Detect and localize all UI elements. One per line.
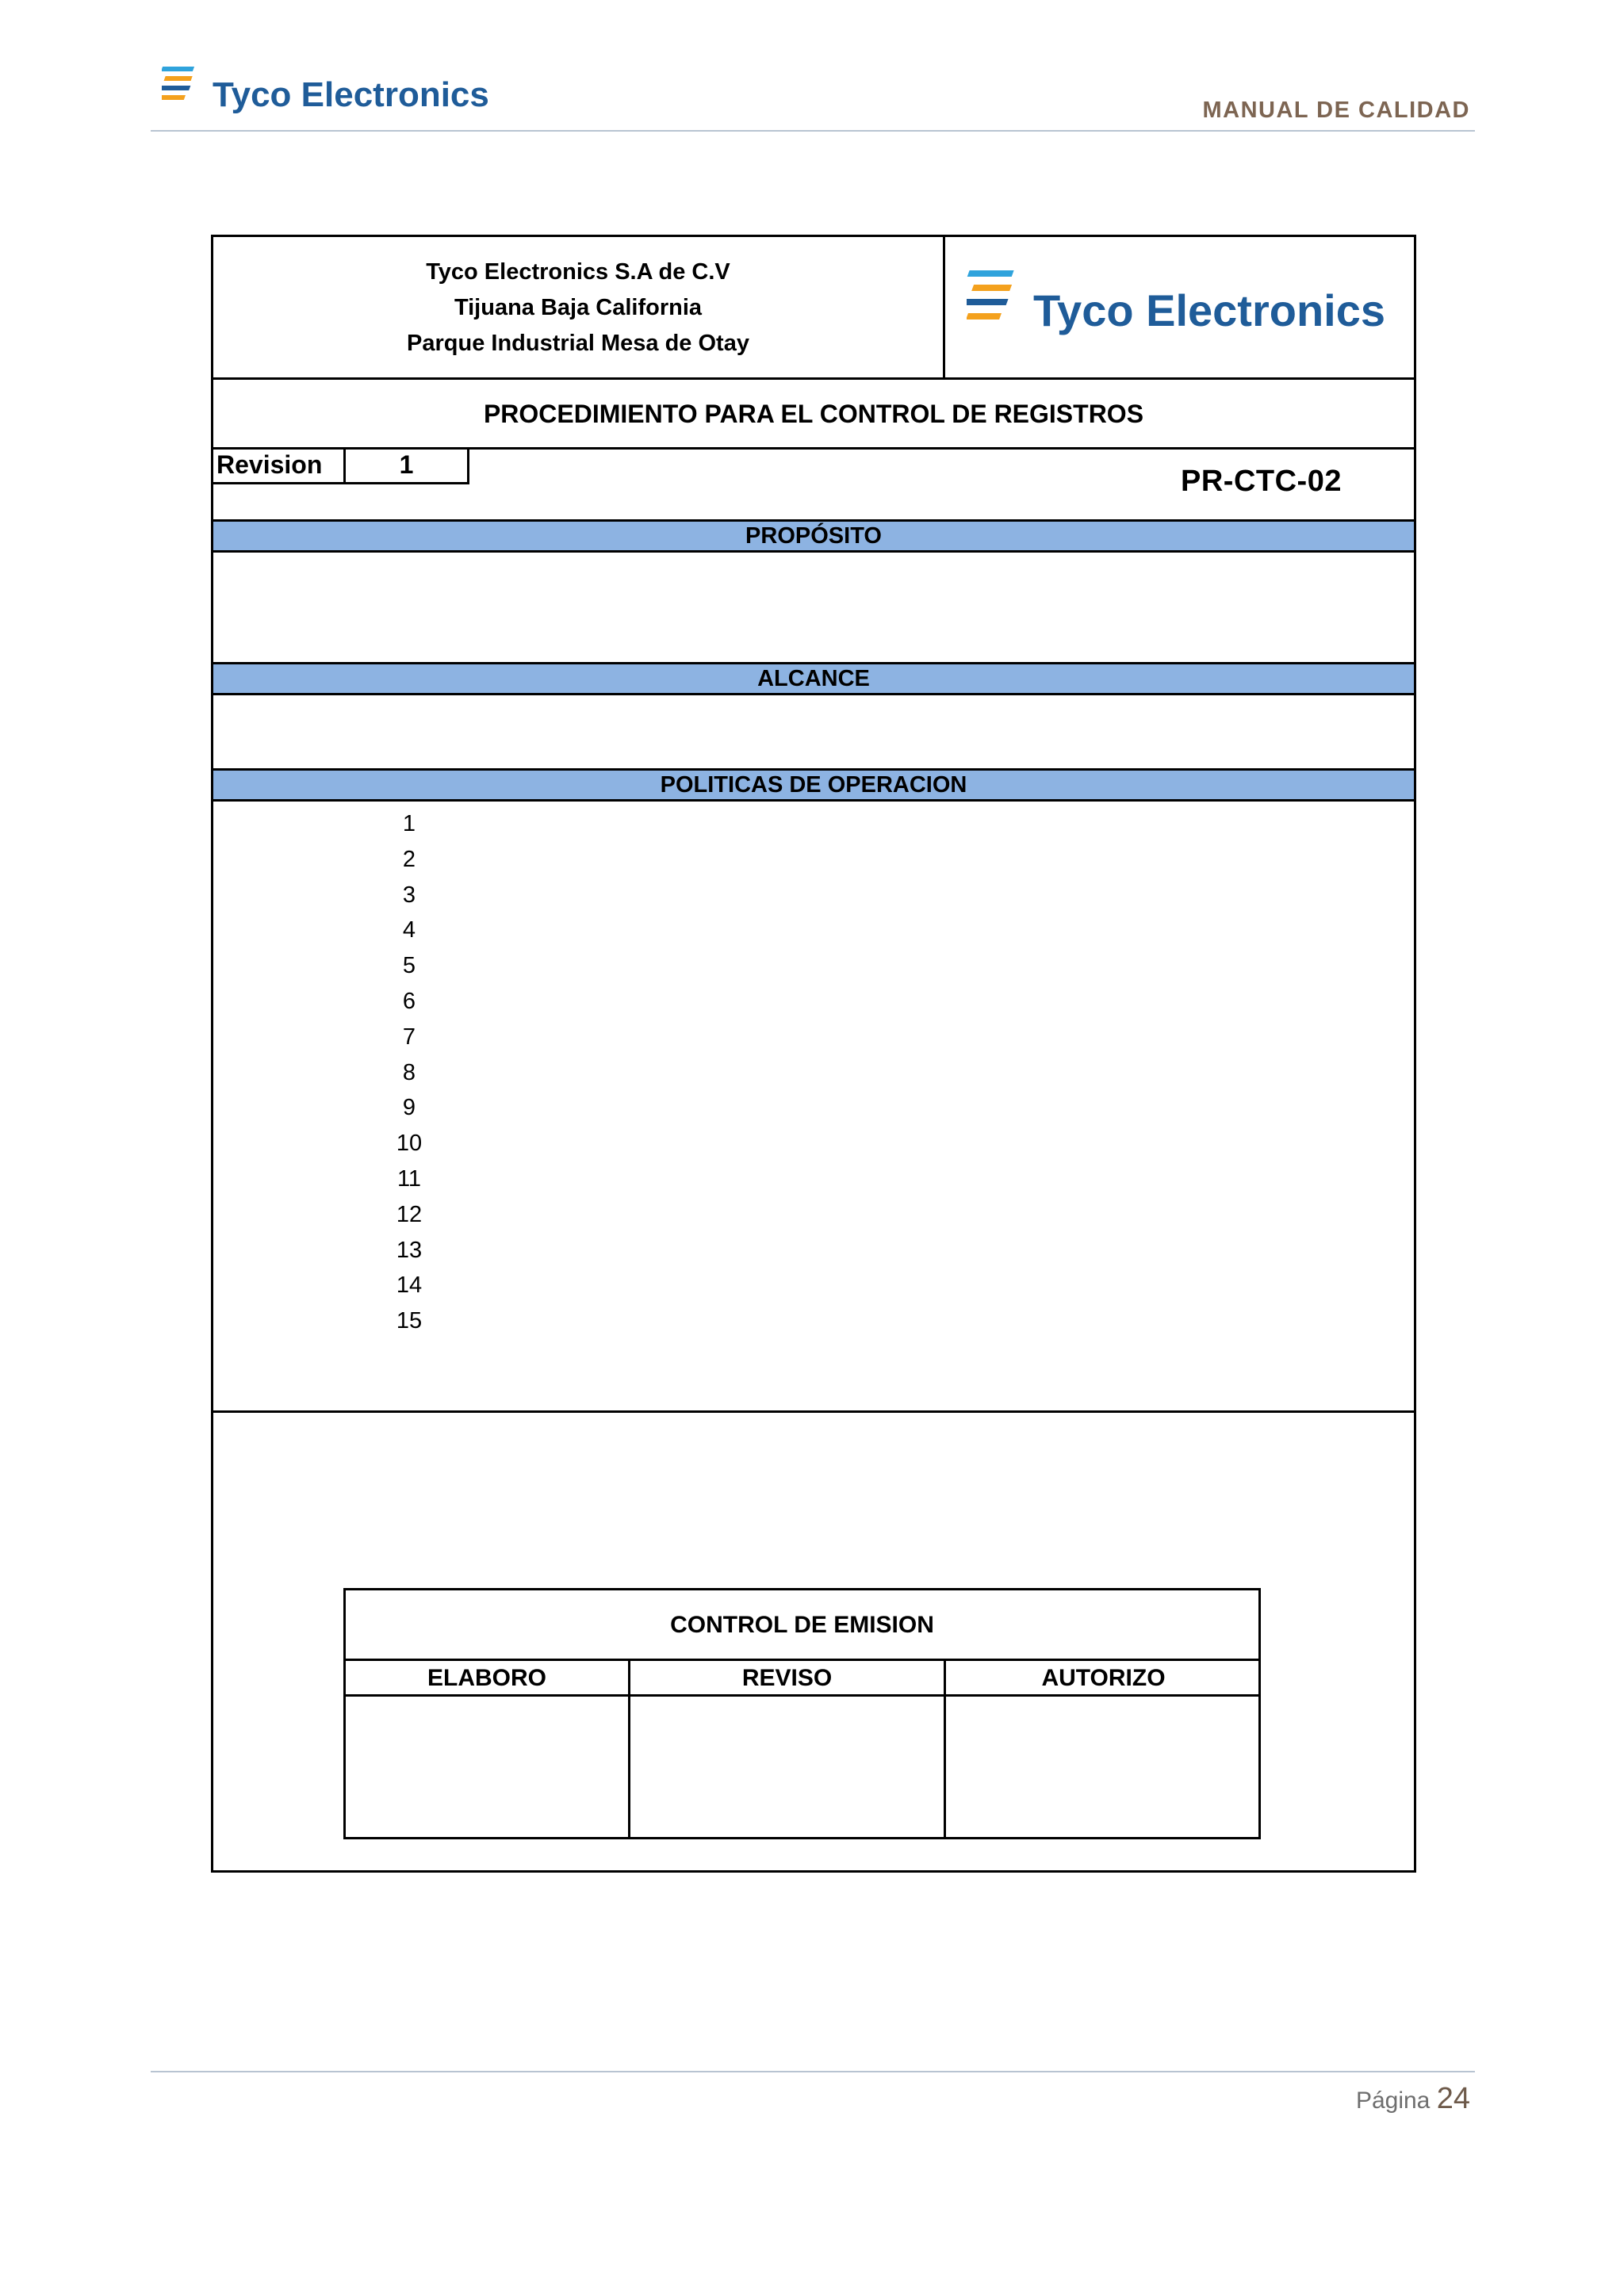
procedure-form [211, 235, 1416, 1873]
tyco-logo-icon [162, 60, 503, 121]
page-number: 24 [1436, 2082, 1470, 2115]
section-scope-header: ALCANCE [213, 662, 1414, 695]
company-line-2: Tijuana Baja California [454, 294, 703, 320]
manual-title: MANUAL DE CALIDAD [1202, 98, 1470, 123]
page-number-label [1356, 2082, 1470, 2116]
company-line-3: Parque Industrial Mesa de Otay [407, 330, 749, 356]
divider [943, 237, 945, 378]
policy-number: 4 [402, 917, 416, 943]
emission-control-table [343, 1588, 1261, 1839]
policy-number: 12 [396, 1201, 423, 1227]
elaboro-signature-cell[interactable] [346, 1697, 628, 1837]
policy-number: 3 [402, 882, 416, 908]
policy-number: 7 [402, 1024, 416, 1050]
policy-number: 5 [402, 953, 416, 979]
policy-number: 15 [396, 1308, 423, 1334]
header-brand-text: Tyco Electronics [213, 75, 489, 114]
column-reviso: REVISO [741, 1664, 833, 1691]
policy-number: 2 [402, 846, 416, 872]
policy-number: 1 [402, 811, 416, 836]
revision-value: 1 [399, 450, 414, 479]
document-code: PR-CTC-02 [1181, 465, 1342, 498]
section-purpose-header: PROPÓSITO [213, 519, 1414, 553]
page-footer [151, 2071, 1475, 2115]
section-policies-header: POLITICAS DE OPERACION [213, 768, 1414, 802]
page-header [151, 55, 1475, 132]
revision-label: Revision [216, 450, 323, 479]
policy-number: 8 [402, 1059, 416, 1085]
divider [213, 1410, 1414, 1413]
column-autorizo: AUTORIZO [1041, 1664, 1166, 1691]
policy-number: 10 [396, 1131, 423, 1157]
policy-number: 6 [402, 989, 416, 1014]
reviso-signature-cell[interactable] [630, 1697, 944, 1837]
revision-box [213, 449, 469, 484]
form-logo-text: Tyco Electronics [1033, 285, 1386, 335]
procedure-title: PROCEDIMIENTO PARA EL CONTROL DE REGISTROS [483, 399, 1144, 428]
policy-number: 13 [396, 1237, 423, 1263]
autorizo-signature-cell[interactable] [946, 1697, 1261, 1837]
policy-number: 11 [396, 1166, 422, 1192]
policy-number: 14 [396, 1272, 423, 1299]
company-info [213, 237, 943, 378]
tyco-logo-icon [967, 261, 1395, 348]
policy-number: 9 [402, 1095, 416, 1121]
column-elaboro: ELABORO [427, 1664, 546, 1691]
page-label: Página [1355, 2087, 1431, 2114]
emission-title: CONTROL DE EMISION [670, 1612, 934, 1638]
company-line-1: Tyco Electronics S.A de C.V [426, 258, 730, 285]
